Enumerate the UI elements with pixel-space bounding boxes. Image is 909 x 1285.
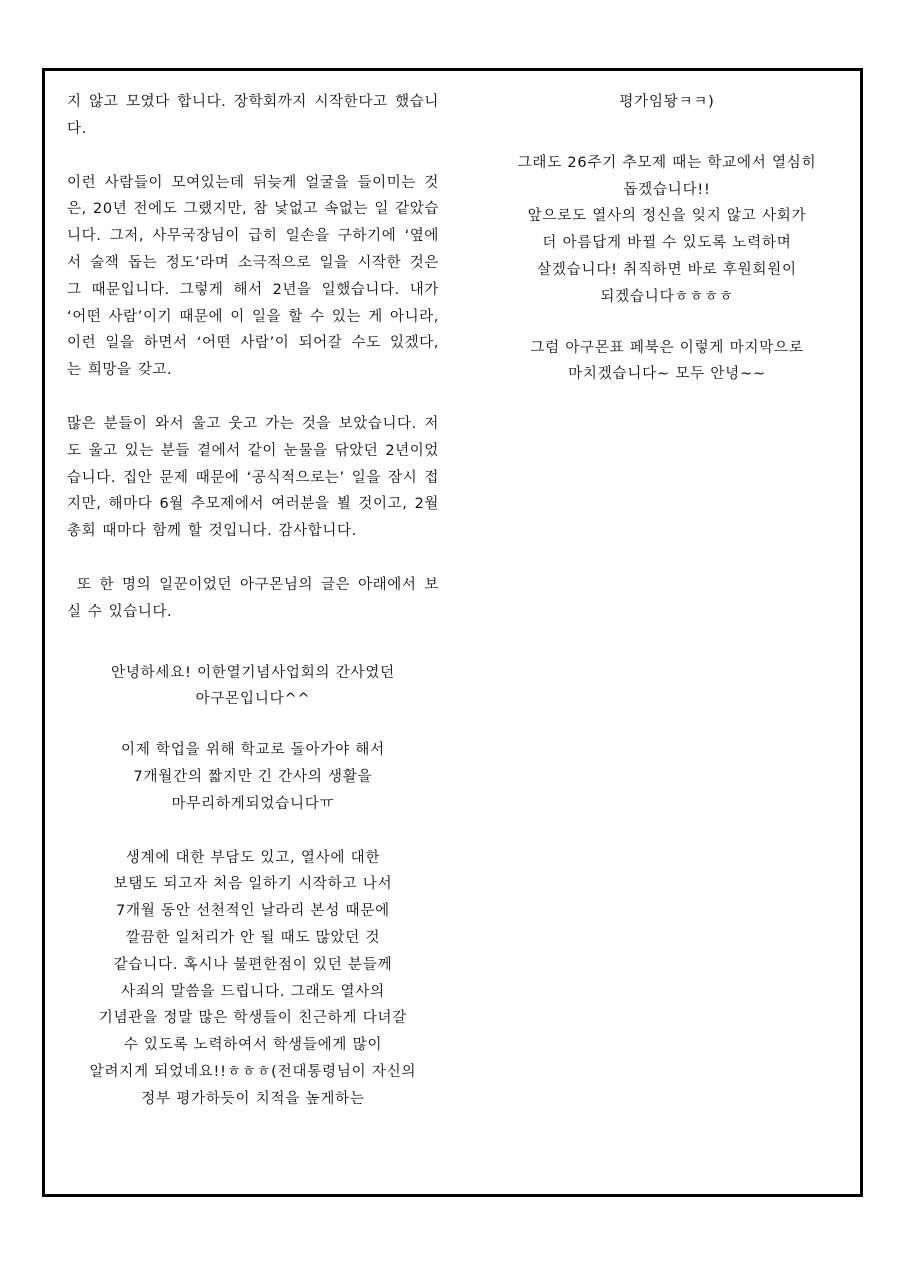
letter-reflection-line: 보탬도 되고자 처음 일하기 시작하고 나서 (113, 876, 393, 893)
letter-farewell-line: 이제 학업을 위해 학교로 돌아가야 해서 (121, 742, 385, 759)
letter-continued-line: 평가임돵ㅋㅋ) (619, 94, 715, 110)
letter-promise (477, 150, 857, 311)
letter-reflection-line: 생계에 대한 부담도 있고, 열사에 대한 (125, 849, 381, 866)
letter-closing-line: 그럼 아구몬표 페북은 이렇게 마지막으로 (530, 339, 804, 356)
letter-promise-line: 살겠습니다! 취직하면 바로 후원회원이 (537, 261, 797, 278)
paragraph-4: 또 한 명의 일꾼이었던 아구몬님의 글은 아래에서 보실 수 있습니다. (67, 576, 439, 620)
letter-greeting-line: 아구몬입니다^^ (195, 691, 311, 708)
letter-reflection (67, 845, 439, 1113)
letter-reflection-line: 사죄의 말씀을 드립니다. 그래도 열사의 (121, 983, 385, 1000)
left-column (67, 89, 439, 1113)
letter-farewell-line: 7개월간의 짧지만 긴 간사의 생활을 (133, 768, 373, 785)
letter-reflection-line: 7개월 동안 선천적인 날라리 본성 때문에 (116, 903, 390, 920)
letter-reflection-line: 깔끔한 일처리가 안 될 때도 많았던 것 (125, 929, 381, 946)
letter-reflection-line: 같습니다. 혹시나 불편한점이 있던 분들께 (113, 956, 393, 973)
letter-reflection-line: 기념관을 정말 많은 학생들이 친근하게 다녀갈 (98, 1010, 408, 1027)
letter-promise-line: 되겠습니다ㅎㅎㅎㅎ (600, 288, 734, 305)
paragraph-2: 이런 사람들이 모여있는데 뒤늦게 얼굴을 들이미는 것은, 20년 전에도 그랬지만, 참 낯없고 속없는 일 같았습니다. 그저, 사무국장님이 급히 일손을 구하기에 ‘옆에서 술잭 돕는 정도’라며 소극적으로 일을 시작한 것은 그 때문입니다. 그렇게 해서 2년을 일했습니다. 내가 ‘어떤 사람’이기 때문에 이 일을 할 수 있는 게 아니라, 이런 일을 하면서 ‘어떤 사람’이 되어갈 수도 있겠다, 는 희망을 갖고. (67, 174, 439, 379)
paragraph-3: 많은 분들이 와서 울고 웃고 가는 것을 보았습니다. 저도 울고 있는 분들 곁에서 같이 눈물을 닦았던 2년이었습니다. 집안 문제 때문에 ‘공식적으로는’ 일을 잠시 접지만, 해마다 6월 추모제에서 여러분을 뵐 것이고, 2월 총회 때마다 함께 할 것입니다. 감사합니다. (67, 415, 439, 540)
letter-reflection-line: 수 있도록 노력하여서 학생들에게 많이 (123, 1037, 383, 1054)
paragraph-1: 지 않고 모였다 합니다. 장학회까지 시작한다고 했습니다. (67, 94, 439, 137)
letter-promise-line: 돕겠습니다!! (623, 181, 711, 198)
letter-reflection-line: 정부 평가하듯이 치적을 높게하는 (141, 1090, 365, 1107)
right-column (477, 89, 857, 388)
page-frame (42, 68, 863, 1197)
letter-closing-line: 마치겠습니다~ 모두 안녕~~ (568, 366, 766, 383)
letter-farewell (67, 737, 439, 817)
letter-greeting (67, 660, 439, 714)
letter-promise-line: 앞으로도 열사의 정신을 잊지 않고 사회가 (527, 208, 807, 225)
letter-continued (477, 89, 857, 116)
letter-farewell-line: 마무리하게되었습니다ㅠ (171, 795, 335, 812)
letter-greeting-line: 안녕하세요! 이한열기념사업회의 간사였던 (111, 664, 395, 681)
letter-reflection-line: 알려지게 되었네요!!ㅎㅎㅎ(전대통령님이 자신의 (89, 1063, 417, 1080)
letter-promise-line: 더 아름답게 바뀔 수 있도록 노력하며 (542, 235, 792, 252)
letter-promise-line: 그래도 26주기 추모제 때는 학교에서 열심히 (517, 154, 817, 171)
letter-closing (477, 335, 857, 389)
